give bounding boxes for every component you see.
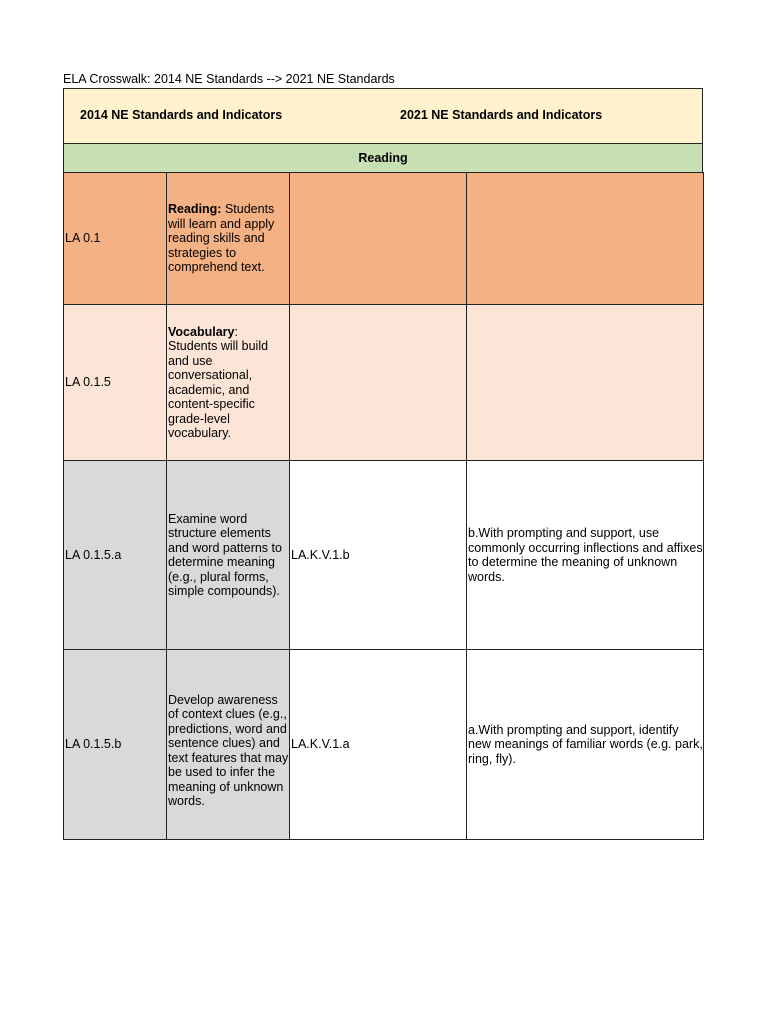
description-lead: Reading: (168, 202, 222, 217)
document-title: ELA Crosswalk: 2014 NE Standards --> 2021 NE Standards (63, 72, 395, 86)
new-standard-code-cell[interactable] (290, 305, 467, 461)
new-standard-description-cell[interactable] (467, 173, 704, 305)
description-lead: Vocabulary (168, 324, 235, 339)
new-standard-description-cell[interactable]: a.With prompting and support, identify new meanings of familiar words (e.g. park, ring, fly). (467, 650, 704, 840)
standard-description-cell[interactable] (167, 173, 290, 305)
standard-code-cell[interactable]: LA 0.1.5.a (64, 461, 167, 650)
standard-code-cell[interactable]: LA 0.1.5 (64, 305, 167, 461)
column-header-band (63, 88, 703, 144)
standard-description-cell[interactable] (167, 305, 290, 461)
header-2021-standards: 2021 NE Standards and Indicators (400, 108, 603, 122)
standard-description-cell[interactable]: Examine word structure elements and word patterns to determine meaning (e.g., plural forms, simple compounds). (167, 461, 290, 650)
crosswalk-table (63, 172, 704, 840)
standard-description-cell[interactable] (167, 650, 290, 840)
table-row (64, 173, 704, 305)
description-text: Develop awareness of context clues (e.g., predictions, word and sentence clues) and text features that may be used to infer the meaning of unknown words. (168, 692, 289, 808)
standard-code-cell[interactable]: LA 0.1 (64, 173, 167, 305)
header-2014-standards: 2014 NE Standards and Indicators (80, 108, 283, 122)
standard-code-cell[interactable]: LA 0.1.5.b (64, 650, 167, 840)
table-row (64, 305, 704, 461)
new-standard-code-cell[interactable]: LA.K.V.1.a (290, 650, 467, 840)
table-row (64, 461, 704, 650)
description-text: : Students will build and use conversational, academic, and content-specific grade-level vocabulary. (168, 324, 269, 440)
new-standard-code-cell[interactable] (290, 173, 467, 305)
description-text: Students will learn and apply reading skills and strategies to comprehend text. (168, 202, 275, 275)
new-standard-description-cell[interactable]: b.With prompting and support, use commonly occurring inflections and affixes to determine the meaning of unknown words. (467, 461, 704, 650)
new-standard-code-cell[interactable]: LA.K.V.1.b (290, 461, 467, 650)
new-standard-description-cell[interactable] (467, 305, 704, 461)
table-row (64, 650, 704, 840)
section-heading: Reading (63, 144, 703, 172)
